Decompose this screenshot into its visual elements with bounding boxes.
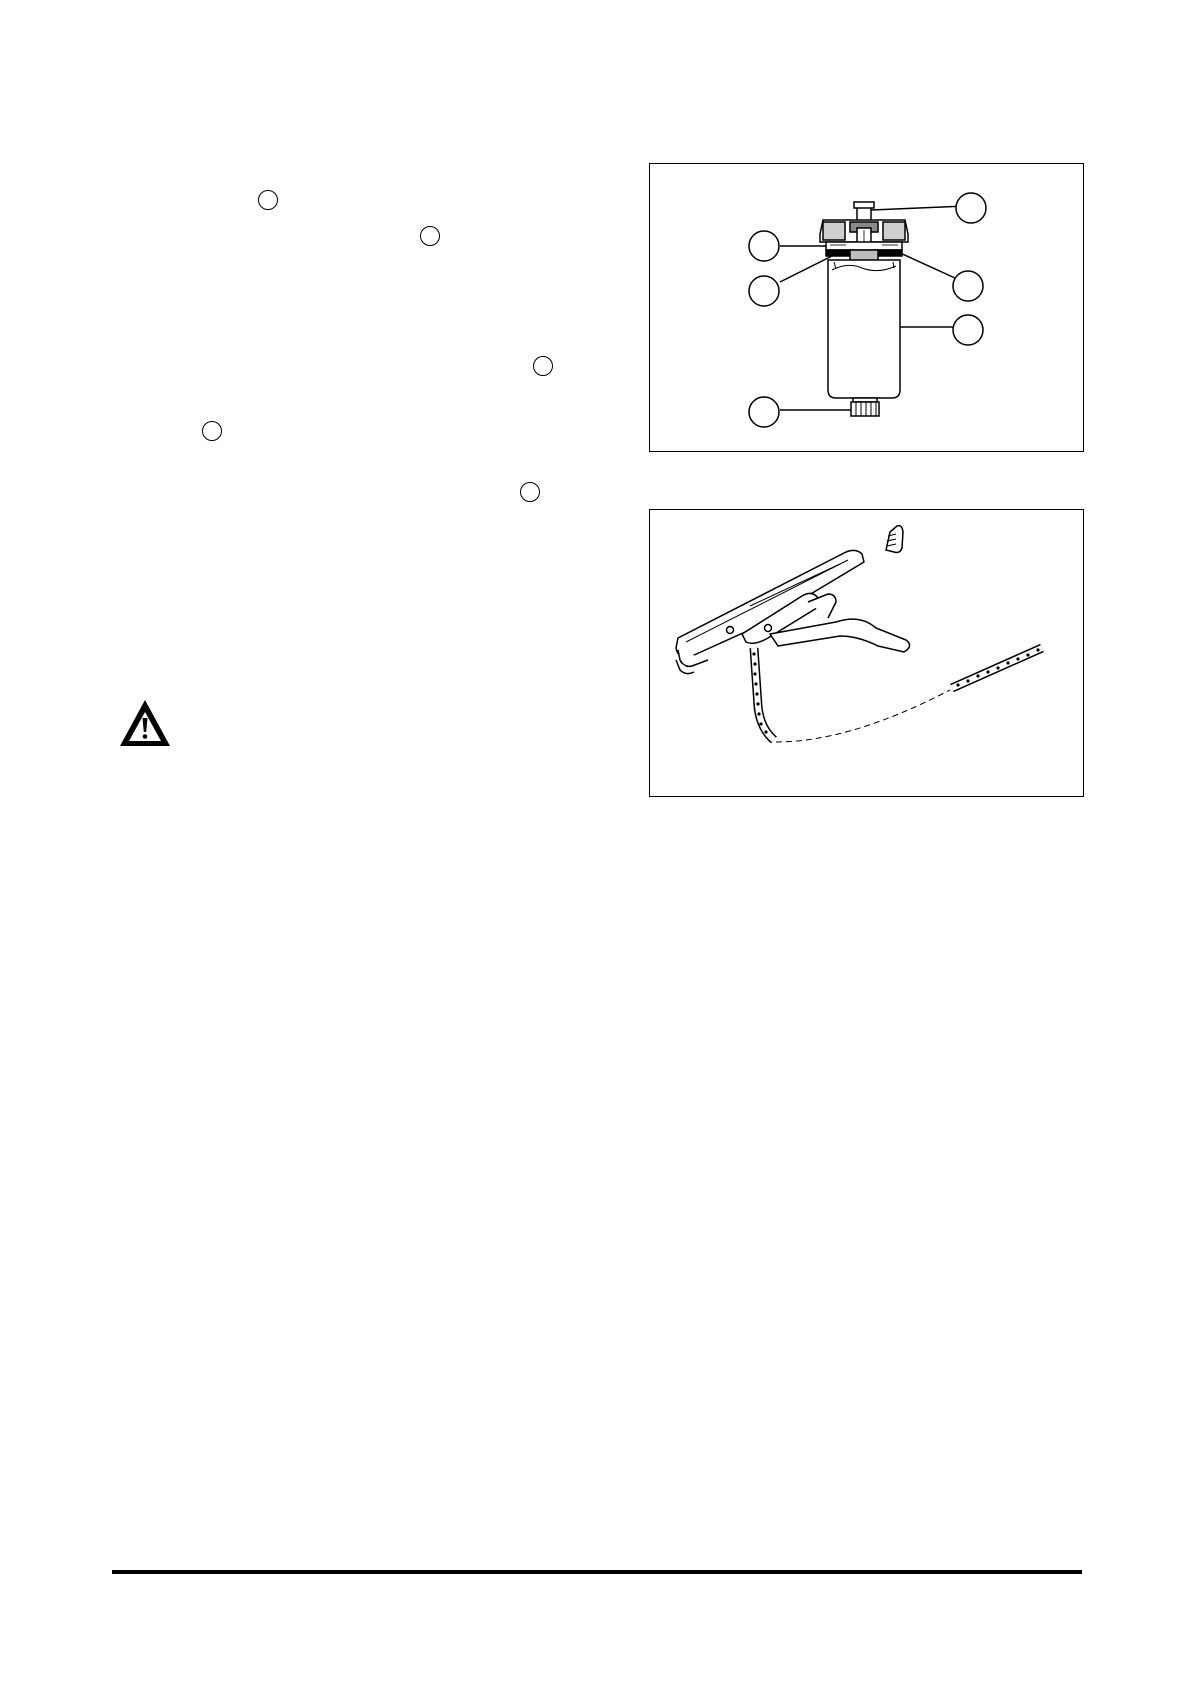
footer-rule [112, 1570, 1082, 1574]
text-callout-5 [520, 482, 540, 502]
text-callout-1 [258, 190, 278, 210]
chain-wrench-illustration [650, 510, 1085, 798]
text-callout-4 [202, 421, 222, 441]
warning-triangle-icon [118, 698, 172, 748]
fuel-filter-illustration [650, 164, 1085, 453]
text-callout-2 [420, 226, 440, 246]
fuel-filter-figure [649, 163, 1084, 452]
chain-wrench-figure [649, 509, 1084, 797]
text-callout-3 [533, 356, 553, 376]
